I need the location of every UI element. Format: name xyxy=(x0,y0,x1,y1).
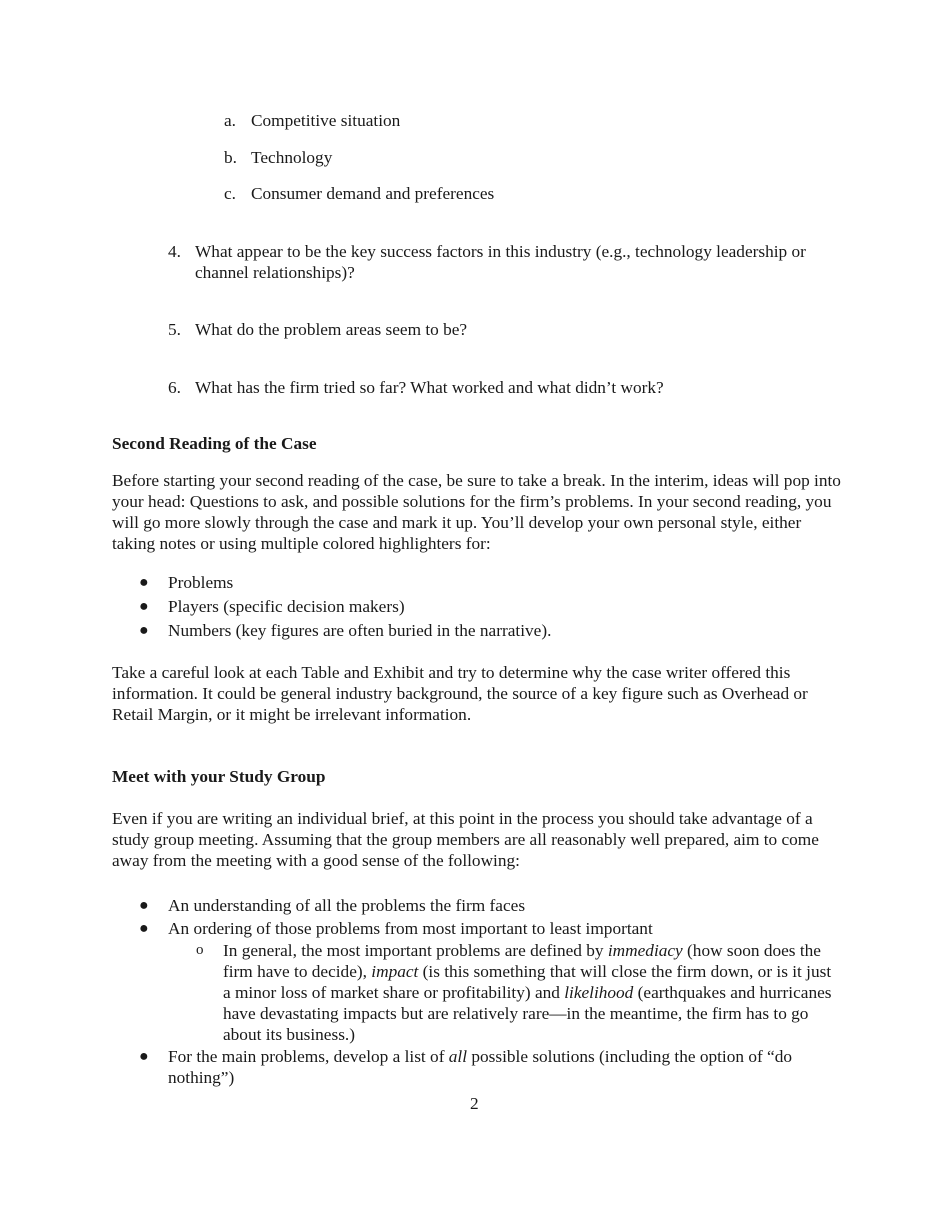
bullet-icon: ● xyxy=(139,574,149,591)
sub-item-marker: a. xyxy=(224,111,236,130)
section-heading: Second Reading of the Case xyxy=(112,434,317,453)
emphasis: impact xyxy=(371,962,419,981)
question-text: What do the problem areas seem to be? xyxy=(195,320,468,339)
list-item: For the main problems, develop a list of all possible solutions (including the option of “do nothing”) xyxy=(168,1047,792,1087)
question-text: What has the firm tried so far? What worked and what didn’t work? xyxy=(195,378,664,397)
bullet-icon: ● xyxy=(139,897,149,914)
sub-list-item: In general, the most important problems are defined by immediacy (how soon does the firm have to decide), impact (is this something that will close the firm down, or is it just a minor loss of market share or profitability) and likelihood (earthquakes and hurricanes have devastating impacts but are relatively rare—in the meantime, the firm has to go about its business.) xyxy=(223,941,832,1044)
list-item: Problems xyxy=(168,573,234,592)
list-item: An ordering of those problems from most important to least important xyxy=(168,919,653,938)
bullet-icon: ● xyxy=(139,622,149,639)
question-number: 5. xyxy=(168,320,181,339)
question-number: 4. xyxy=(168,242,181,261)
question-number: 6. xyxy=(168,378,181,397)
paragraph: Even if you are writing an individual brief, at this point in the process you should take advantage of a study group meeting. Assuming that the group members are all reasonably well prepared, aim to come away from the meeting with a good sense of the following: xyxy=(112,809,819,870)
bullet-icon: ● xyxy=(139,598,149,615)
paragraph: Before starting your second reading of the case, be sure to take a break. In the interim, ideas will pop into your head: Questions to ask, and possible solutions for the firm’s problems. In your second reading, you will go more slowly through the case and mark it up. You’ll develop your own personal style, either taking notes or using multiple colored highlighters for: xyxy=(112,471,841,553)
emphasis: all xyxy=(448,1047,468,1066)
sub-item-text: Consumer demand and preferences xyxy=(251,184,495,203)
question-text: What appear to be the key success factors in this industry (e.g., technology leadership or channel relationships)? xyxy=(195,242,806,282)
list-item: Players (specific decision makers) xyxy=(168,597,405,616)
sub-item-text: Competitive situation xyxy=(251,111,401,130)
page-number: 2 xyxy=(470,1094,479,1113)
sub-item-marker: b. xyxy=(224,148,237,167)
sub-item-text: Technology xyxy=(251,148,333,167)
circle-bullet-icon: o xyxy=(196,942,204,958)
sub-item-marker: c. xyxy=(224,184,236,203)
emphasis: immediacy xyxy=(607,941,683,960)
emphasis: likelihood xyxy=(564,983,634,1002)
bullet-icon: ● xyxy=(139,1048,149,1065)
list-item: An understanding of all the problems the firm faces xyxy=(168,896,526,915)
section-heading: Meet with your Study Group xyxy=(112,767,326,786)
paragraph: Take a careful look at each Table and Exhibit and try to determine why the case writer offered this information. It could be general industry background, the source of a key figure such as Overhead or Retail Margin, or it might be irrelevant information. xyxy=(112,663,808,724)
bullet-icon: ● xyxy=(139,920,149,937)
list-item: Numbers (key figures are often buried in the narrative). xyxy=(168,621,552,640)
